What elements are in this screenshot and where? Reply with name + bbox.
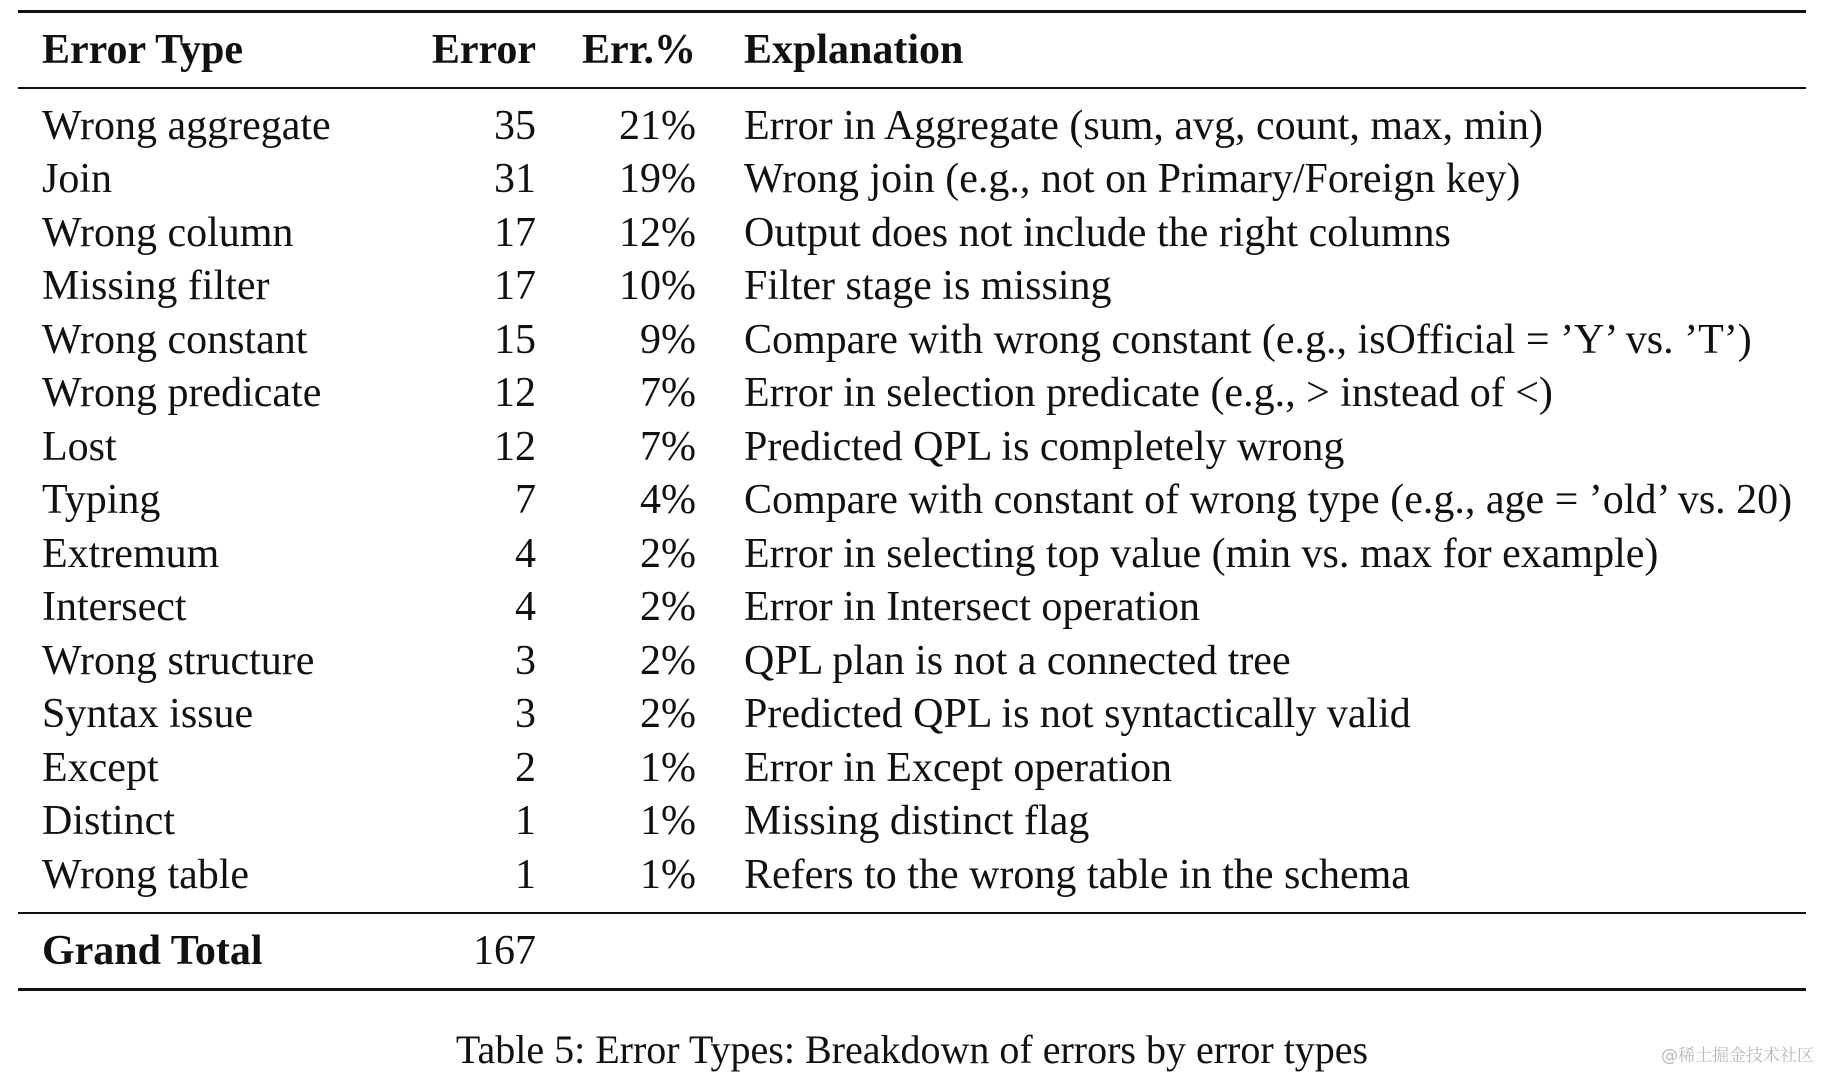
cell-error-pct: 7%	[640, 370, 696, 417]
cell-error-type: Wrong constant	[42, 316, 308, 363]
header-error-type: Error Type	[42, 27, 244, 73]
table-row	[18, 688, 1806, 742]
table-total-section	[18, 913, 1806, 990]
cell-error-count: 17	[494, 209, 536, 256]
table-row	[18, 88, 1806, 153]
cell-error-pct: 2%	[640, 637, 696, 684]
table-row	[18, 367, 1806, 421]
cell-error-count: 31	[494, 156, 536, 203]
cell-explanation: Error in Intersect operation	[744, 584, 1200, 631]
header-explanation: Explanation	[744, 27, 964, 73]
cell-error-type: Join	[42, 156, 113, 203]
table-row	[18, 206, 1806, 260]
cell-error-pct: 1%	[640, 851, 696, 898]
cell-explanation: Filter stage is missing	[744, 263, 1112, 310]
cell-error-type: Wrong table	[42, 851, 250, 898]
cell-error-count: 1	[515, 851, 536, 898]
header-error: Error	[431, 27, 536, 73]
table-row	[18, 741, 1806, 795]
cell-explanation: Compare with wrong constant (e.g., isOfficial = ’Y’ vs. ’T’)	[744, 316, 1752, 363]
cell-error-pct: 1%	[640, 798, 696, 845]
table-row	[18, 581, 1806, 635]
table-row	[18, 420, 1806, 474]
table-body	[18, 88, 1806, 913]
cell-error-pct: 4%	[640, 477, 696, 524]
cell-error-type: Distinct	[42, 798, 175, 845]
cell-error-count: 12	[494, 370, 536, 417]
cell-explanation: Wrong join (e.g., not on Primary/Foreign key)	[744, 156, 1521, 203]
grand-total-pct	[536, 913, 696, 990]
cell-error-count: 4	[515, 584, 536, 631]
cell-explanation: Missing distinct flag	[744, 798, 1090, 845]
cell-error-pct: 19%	[619, 156, 696, 203]
cell-error-pct: 12%	[619, 209, 696, 256]
grand-total-row	[18, 913, 1806, 990]
table-row	[18, 260, 1806, 314]
cell-error-type: Syntax issue	[42, 691, 254, 738]
table-row	[18, 848, 1806, 913]
table-row	[18, 795, 1806, 849]
cell-error-pct: 2%	[640, 530, 696, 577]
grand-total-label: Grand Total	[42, 927, 263, 974]
error-types-table	[18, 10, 1806, 991]
grand-total-explanation	[696, 913, 1806, 990]
cell-error-type: Typing	[42, 477, 161, 524]
cell-error-count: 35	[494, 102, 536, 149]
table-row	[18, 474, 1806, 528]
cell-explanation: QPL plan is not a connected tree	[744, 637, 1291, 684]
cell-explanation: Error in Aggregate (sum, avg, count, max, min)	[744, 102, 1543, 149]
cell-error-type: Wrong aggregate	[42, 102, 331, 149]
cell-error-count: 3	[515, 637, 536, 684]
table-row	[18, 313, 1806, 367]
cell-error-count: 4	[515, 530, 536, 577]
cell-error-type: Missing filter	[42, 263, 270, 310]
cell-error-pct: 9%	[640, 316, 696, 363]
cell-error-pct: 2%	[640, 691, 696, 738]
cell-error-type: Intersect	[42, 584, 187, 631]
cell-error-type: Lost	[42, 423, 117, 470]
cell-explanation: Error in selecting top value (min vs. max for example)	[744, 530, 1659, 577]
table-row	[18, 153, 1806, 207]
cell-explanation: Refers to the wrong table in the schema	[744, 851, 1410, 898]
cell-error-pct: 10%	[619, 263, 696, 310]
cell-error-count: 1	[515, 798, 536, 845]
watermark: @稀土掘金技术社区	[1661, 1046, 1814, 1066]
table-row	[18, 527, 1806, 581]
cell-explanation: Compare with constant of wrong type (e.g., age = ’old’ vs. 20)	[744, 477, 1793, 524]
cell-error-count: 2	[515, 744, 536, 791]
cell-explanation: Error in Except operation	[744, 744, 1172, 791]
table-row	[18, 634, 1806, 688]
cell-error-type: Extremum	[42, 530, 220, 577]
header-err-pct: Err.%	[582, 27, 696, 73]
cell-error-pct: 2%	[640, 584, 696, 631]
grand-total-error: 167	[473, 927, 536, 974]
cell-error-pct: 21%	[619, 102, 696, 149]
cell-error-type: Wrong column	[42, 209, 294, 256]
cell-explanation: Output does not include the right columns	[744, 209, 1451, 256]
cell-explanation: Error in selection predicate (e.g., > instead of <)	[744, 370, 1553, 417]
cell-error-pct: 7%	[640, 423, 696, 470]
cell-error-type: Wrong structure	[42, 637, 315, 684]
cell-explanation: Predicted QPL is not syntactically valid	[744, 691, 1411, 738]
cell-error-pct: 1%	[640, 744, 696, 791]
table-caption: Table 5: Error Types: Breakdown of errors by error types	[455, 1027, 1369, 1072]
cell-error-count: 15	[494, 316, 536, 363]
cell-error-count: 17	[494, 263, 536, 310]
table-header-row	[18, 12, 1806, 89]
cell-error-type: Except	[42, 744, 159, 791]
cell-error-count: 12	[494, 423, 536, 470]
error-types-table-container	[18, 10, 1806, 991]
cell-error-type: Wrong predicate	[42, 370, 322, 417]
cell-explanation: Predicted QPL is completely wrong	[744, 423, 1345, 470]
cell-error-count: 7	[515, 477, 536, 524]
cell-error-count: 3	[515, 691, 536, 738]
